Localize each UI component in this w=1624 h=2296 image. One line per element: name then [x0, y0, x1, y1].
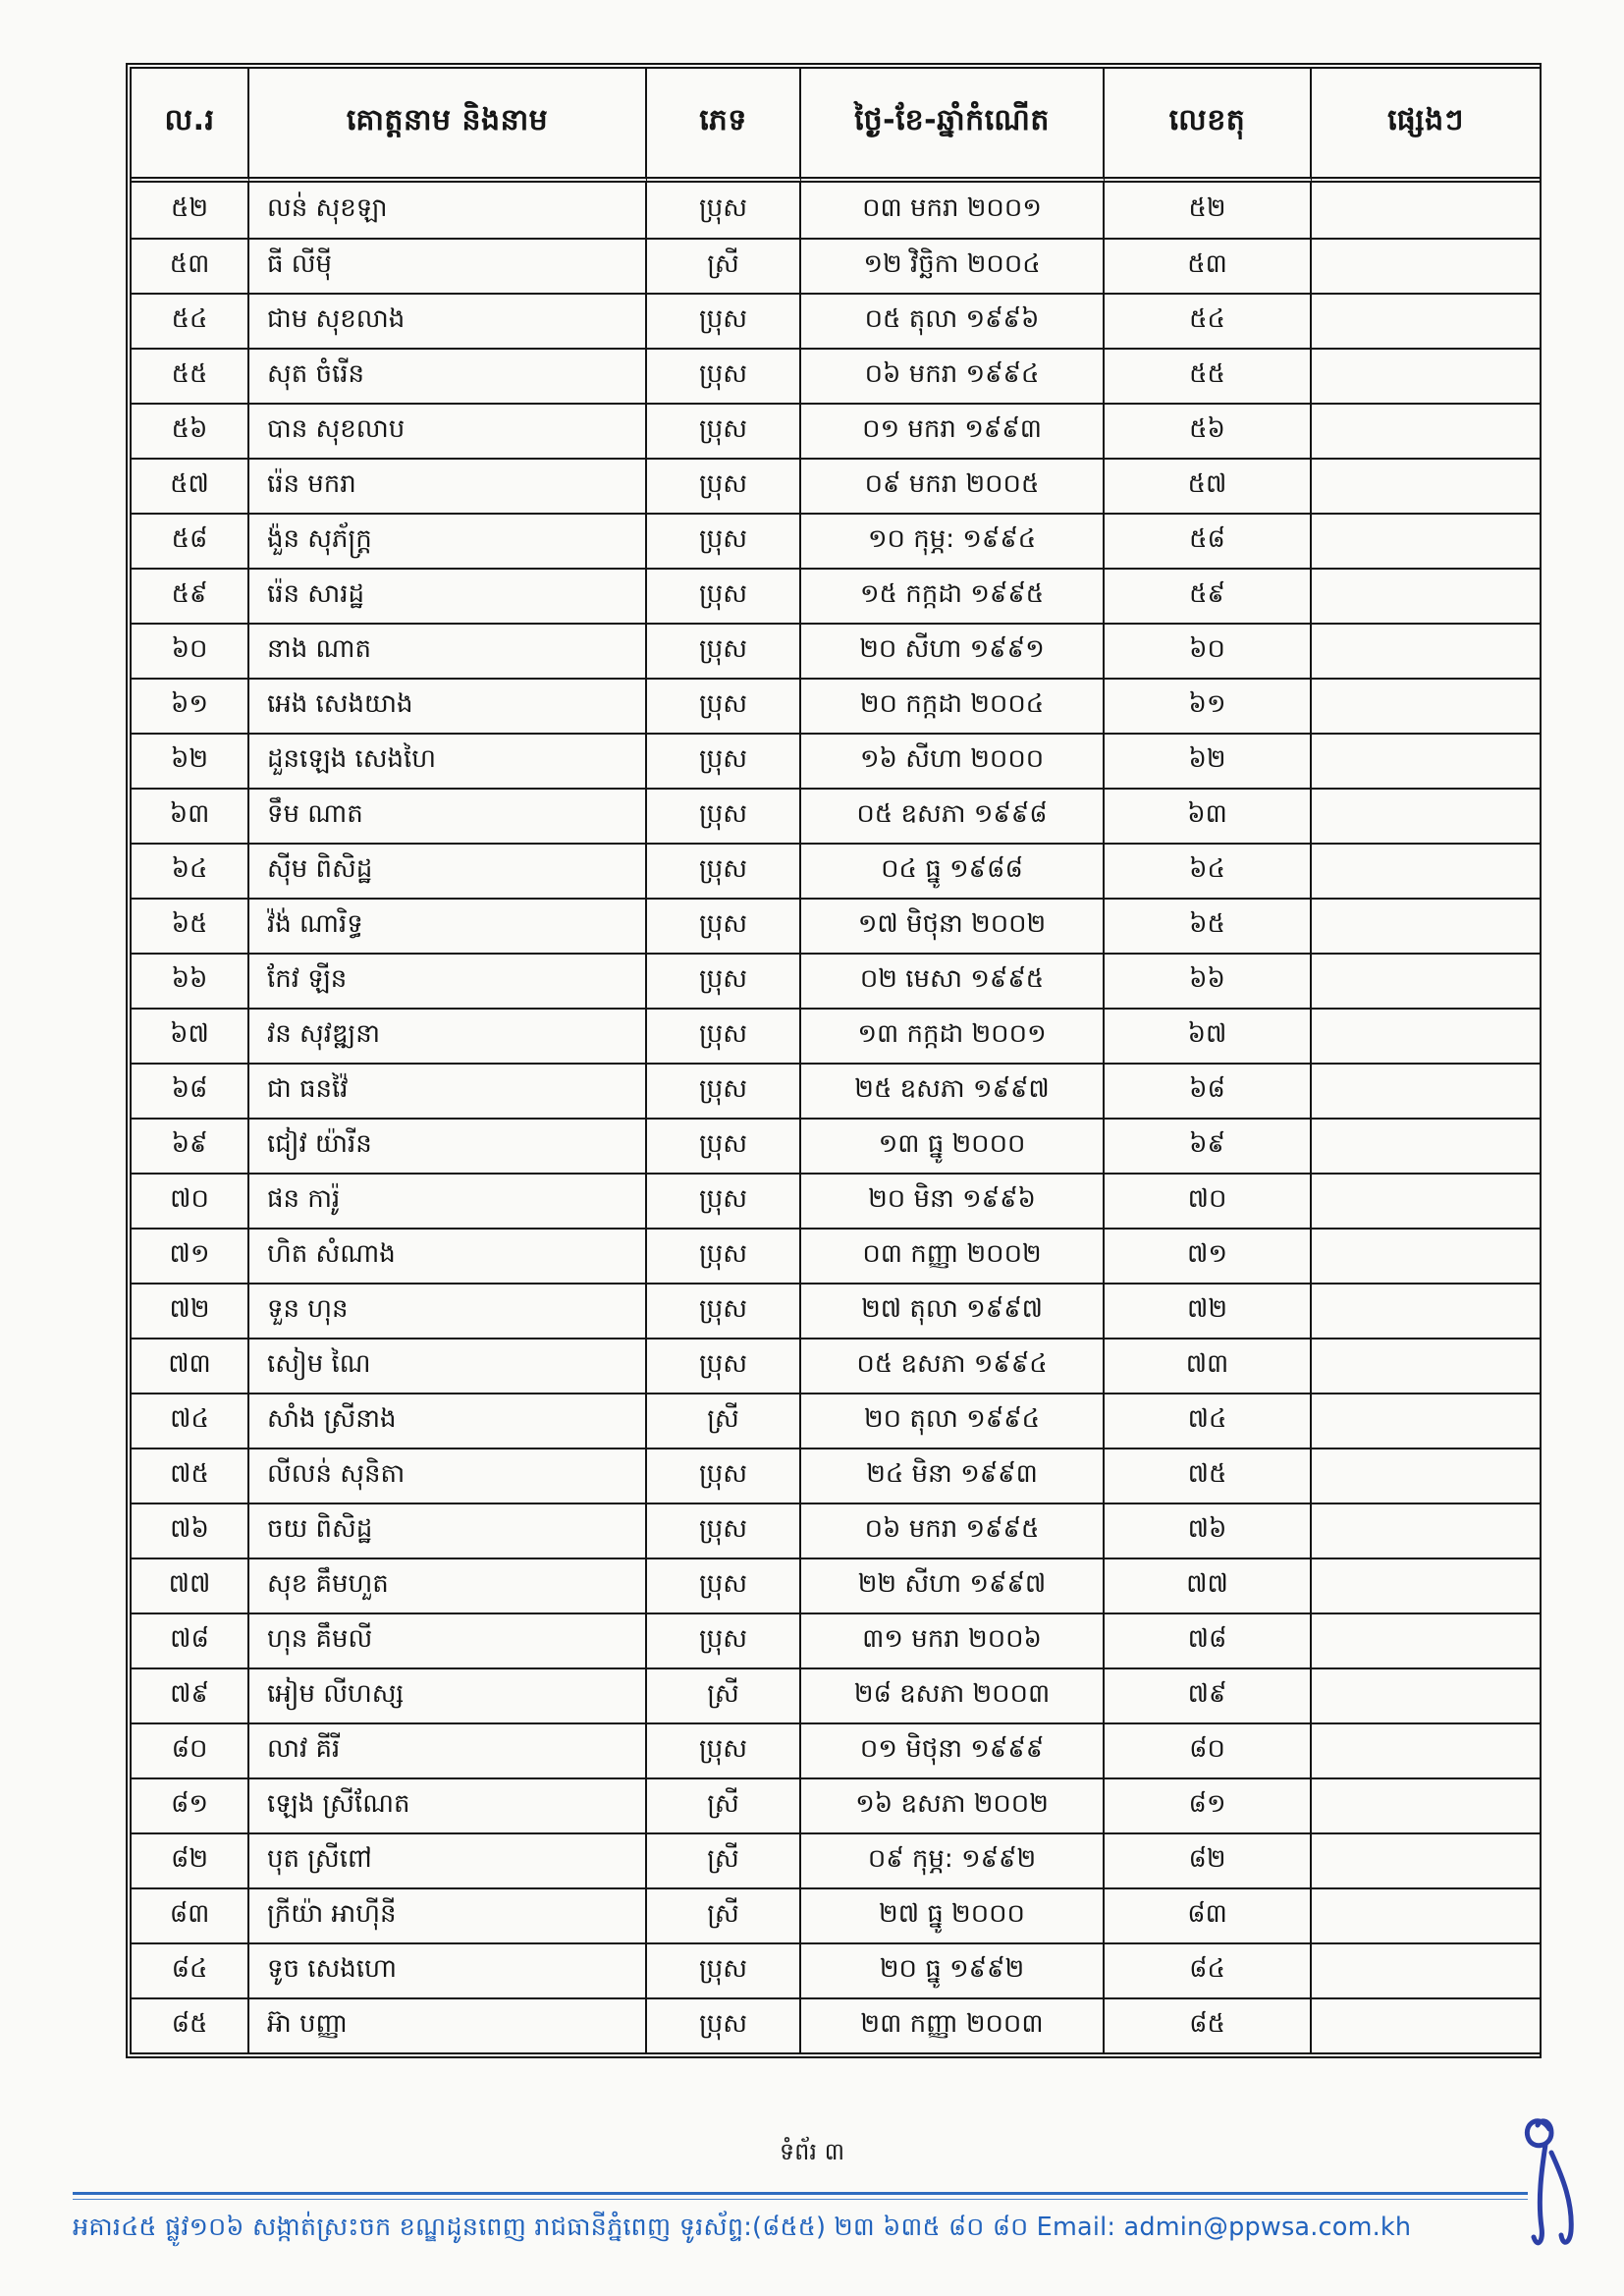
cell-other — [1312, 238, 1540, 293]
cell-desk: ៥៩ — [1105, 568, 1312, 623]
cell-name: ហិត សំណាង — [249, 1228, 647, 1283]
cell-name: ទូច សេងហោ — [249, 1942, 647, 1997]
cell-other — [1312, 1887, 1540, 1942]
table-header — [132, 69, 1540, 183]
attendance-table — [130, 67, 1542, 2054]
cell-no: ៥៥ — [132, 348, 249, 403]
cell-gender: ប្រុស — [647, 1063, 801, 1118]
cell-desk: ៨០ — [1105, 1722, 1312, 1777]
table-row — [132, 513, 1540, 568]
cell-dob: ១៧ មិថុនា ២០០២ — [801, 898, 1105, 953]
footer-address: អគារ៤៥ ផ្លូវ១០៦ សង្កាត់ស្រះចក ខណ្ឌដូនពេញ រាជធានីភ្នំពេញ ទូរស័ព្ទ:(៨៥៥) ២៣ ៦៣៥ ៨០ ៨០ — [73, 2213, 1029, 2242]
cell-desk: ៦០ — [1105, 623, 1312, 678]
table-row — [132, 458, 1540, 513]
cell-no: ៥៦ — [132, 403, 249, 458]
cell-other — [1312, 898, 1540, 953]
cell-gender: ប្រុស — [647, 403, 801, 458]
cell-no: ៦៧ — [132, 1008, 249, 1063]
cell-dob: ៣១ មករា ២០០៦ — [801, 1613, 1105, 1667]
cell-dob: ០២ មេសា ១៩៩៥ — [801, 953, 1105, 1008]
table-row — [132, 1777, 1540, 1832]
pen-scribble-mark — [1512, 2102, 1610, 2269]
cell-name: ង៉ួន សុភ័ក្រ្ត — [249, 513, 647, 568]
cell-other — [1312, 348, 1540, 403]
cell-name: ស៊ីម ពិសិដ្ឋ — [249, 843, 647, 898]
cell-desk: ៦២ — [1105, 733, 1312, 788]
cell-dob: ០៩ មករា ២០០៥ — [801, 458, 1105, 513]
cell-desk: ៧២ — [1105, 1283, 1312, 1338]
cell-no: ៧៥ — [132, 1448, 249, 1503]
cell-gender: ប្រុស — [647, 1283, 801, 1338]
cell-desk: ៨៥ — [1105, 1997, 1312, 2052]
cell-other — [1312, 1118, 1540, 1173]
cell-name: ទួន ហុន — [249, 1283, 647, 1338]
cell-no: ៨១ — [132, 1777, 249, 1832]
cell-desk: ៥៣ — [1105, 238, 1312, 293]
cell-other — [1312, 1393, 1540, 1448]
cell-other — [1312, 1777, 1540, 1832]
cell-dob: ២៧ តុលា ១៩៩៧ — [801, 1283, 1105, 1338]
cell-dob: ២៨ ឧសភា ២០០៣ — [801, 1667, 1105, 1722]
cell-no: ៧៧ — [132, 1558, 249, 1613]
cell-name: កែវ ឡីន — [249, 953, 647, 1008]
table-row — [132, 898, 1540, 953]
cell-dob: ១៣ ធ្នូ ២០០០ — [801, 1118, 1105, 1173]
cell-gender: ប្រុស — [647, 1722, 801, 1777]
cell-no: ៦៦ — [132, 953, 249, 1008]
cell-no: ៨៣ — [132, 1887, 249, 1942]
cell-dob: ២០ តុលា ១៩៩៤ — [801, 1393, 1105, 1448]
table-row — [132, 1393, 1540, 1448]
cell-gender: ស្រី — [647, 1393, 801, 1448]
cell-no: ៥៨ — [132, 513, 249, 568]
cell-dob: ០៥ ឧសភា ១៩៩៨ — [801, 788, 1105, 843]
cell-no: ៦០ — [132, 623, 249, 678]
cell-other — [1312, 678, 1540, 733]
table-row — [132, 1503, 1540, 1558]
cell-name: សុខ គឹមហួត — [249, 1558, 647, 1613]
cell-name: រ៉េន មករា — [249, 458, 647, 513]
cell-dob: ២៧ ធ្នូ ២០០០ — [801, 1887, 1105, 1942]
cell-name: ផន ការ៉ូ — [249, 1173, 647, 1228]
cell-dob: ២០ ធ្នូ ១៩៩២ — [801, 1942, 1105, 1997]
cell-name: ជៀវ យ៉ារីន — [249, 1118, 647, 1173]
cell-name: នាង ណាត — [249, 623, 647, 678]
cell-other — [1312, 1613, 1540, 1667]
cell-desk: ៨១ — [1105, 1777, 1312, 1832]
cell-gender: ប្រុស — [647, 1338, 801, 1393]
cell-no: ៦៥ — [132, 898, 249, 953]
cell-desk: ៨៤ — [1105, 1942, 1312, 1997]
cell-no: ៨៤ — [132, 1942, 249, 1997]
page-number: ទំព័រ ៣ — [779, 2138, 845, 2165]
table-row — [132, 293, 1540, 348]
cell-other — [1312, 1832, 1540, 1887]
cell-dob: ០៤ ធ្នូ ១៩៨៨ — [801, 843, 1105, 898]
cell-dob: ១៦ ឧសភា ២០០២ — [801, 1777, 1105, 1832]
cell-no: ៥២ — [132, 183, 249, 238]
cell-dob: ២០ មិនា ១៩៩៦ — [801, 1173, 1105, 1228]
cell-gender: ស្រី — [647, 1777, 801, 1832]
cell-no: ៧១ — [132, 1228, 249, 1283]
cell-no: ៦៨ — [132, 1063, 249, 1118]
cell-no: ៨២ — [132, 1832, 249, 1887]
cell-other — [1312, 1722, 1540, 1777]
header-dob: ថ្ងៃ-ខែ-ឆ្នាំកំណើត — [801, 69, 1105, 183]
cell-desk: ៦១ — [1105, 678, 1312, 733]
cell-gender: ប្រុស — [647, 458, 801, 513]
header-gender: ភេទ — [647, 69, 801, 183]
cell-desk: ៦៩ — [1105, 1118, 1312, 1173]
cell-no: ៦៤ — [132, 843, 249, 898]
cell-name: ក្រីយ៉ា អាហ៊ីនី — [249, 1887, 647, 1942]
cell-desk: ៦៧ — [1105, 1008, 1312, 1063]
cell-no: ៧៨ — [132, 1613, 249, 1667]
table-row — [132, 183, 1540, 238]
cell-other — [1312, 1063, 1540, 1118]
table-row — [132, 733, 1540, 788]
cell-desk: ៧៥ — [1105, 1448, 1312, 1503]
cell-name: សុត ចំរើន — [249, 348, 647, 403]
cell-name: ជា ធនវ៉ៃ — [249, 1063, 647, 1118]
cell-other — [1312, 513, 1540, 568]
cell-desk: ៨៣ — [1105, 1887, 1312, 1942]
cell-no: ៥៧ — [132, 458, 249, 513]
cell-name: វ៉ង់ ណារិទ្ធ — [249, 898, 647, 953]
cell-name: ហុន គឹមលី — [249, 1613, 647, 1667]
cell-no: ៧២ — [132, 1283, 249, 1338]
table-row — [132, 1008, 1540, 1063]
cell-no: ៥៩ — [132, 568, 249, 623]
cell-name: ជាម សុខលាង — [249, 293, 647, 348]
cell-other — [1312, 1503, 1540, 1558]
table-row — [132, 238, 1540, 293]
cell-desk: ៧៩ — [1105, 1667, 1312, 1722]
cell-name: ទឹម ណាត — [249, 788, 647, 843]
cell-gender: ប្រុស — [647, 293, 801, 348]
cell-desk: ៦៥ — [1105, 898, 1312, 953]
cell-name: លីលន់ សុនិតា — [249, 1448, 647, 1503]
table-row — [132, 1228, 1540, 1283]
cell-gender: ប្រុស — [647, 843, 801, 898]
cell-other — [1312, 568, 1540, 623]
table-row — [132, 1832, 1540, 1887]
cell-dob: ១២ វិច្ឆិកា ២០០៤ — [801, 238, 1105, 293]
cell-other — [1312, 733, 1540, 788]
cell-name: លន់ សុខឡា — [249, 183, 647, 238]
cell-desk: ៧៦ — [1105, 1503, 1312, 1558]
cell-other — [1312, 1448, 1540, 1503]
table-row — [132, 953, 1540, 1008]
table-row — [132, 1942, 1540, 1997]
cell-desk: ៧០ — [1105, 1173, 1312, 1228]
cell-name: អៀម លីហស្ស — [249, 1667, 647, 1722]
cell-desk: ៦៨ — [1105, 1063, 1312, 1118]
cell-other — [1312, 1283, 1540, 1338]
cell-dob: ០៩ កុម្ភ: ១៩៩២ — [801, 1832, 1105, 1887]
table-row — [132, 1667, 1540, 1722]
table-row — [132, 788, 1540, 843]
cell-name: ធី លីម៉ី — [249, 238, 647, 293]
cell-dob: ០៦ មករា ១៩៩៥ — [801, 1503, 1105, 1558]
cell-other — [1312, 1997, 1540, 2052]
cell-dob: ២០ កក្កដា ២០០៤ — [801, 678, 1105, 733]
header-desk: លេខតុ — [1105, 69, 1312, 183]
table-row — [132, 1063, 1540, 1118]
cell-gender: ប្រុស — [647, 1118, 801, 1173]
cell-name: រ៉េន សារដ្ឋ — [249, 568, 647, 623]
cell-other — [1312, 183, 1540, 238]
cell-dob: ១៦ សីហា ២០០០ — [801, 733, 1105, 788]
table-row — [132, 623, 1540, 678]
table-row — [132, 843, 1540, 898]
cell-other — [1312, 293, 1540, 348]
cell-dob: ១០ កុម្ភ: ១៩៩៤ — [801, 513, 1105, 568]
cell-gender: ស្រី — [647, 1832, 801, 1887]
cell-name: វន សុវឌ្ឍនា — [249, 1008, 647, 1063]
cell-no: ៥៤ — [132, 293, 249, 348]
cell-dob: ០៥ ឧសភា ១៩៩៤ — [801, 1338, 1105, 1393]
cell-gender: ប្រុស — [647, 1448, 801, 1503]
cell-no: ៨៥ — [132, 1997, 249, 2052]
cell-desk: ៧៤ — [1105, 1393, 1312, 1448]
cell-other — [1312, 403, 1540, 458]
cell-no: ៦៣ — [132, 788, 249, 843]
cell-no: ៧៩ — [132, 1667, 249, 1722]
cell-other — [1312, 1667, 1540, 1722]
footer-email: admin@ppwsa.com.kh — [1123, 2213, 1412, 2242]
cell-dob: ២២ សីហា ១៩៩៧ — [801, 1558, 1105, 1613]
cell-gender: ប្រុស — [647, 623, 801, 678]
table-row — [132, 1118, 1540, 1173]
cell-dob: ២៣ កញ្ញា ២០០៣ — [801, 1997, 1105, 2052]
cell-gender: ប្រុស — [647, 1503, 801, 1558]
cell-other — [1312, 953, 1540, 1008]
cell-dob: ០៣ កញ្ញា ២០០២ — [801, 1228, 1105, 1283]
table-row — [132, 1613, 1540, 1667]
table-row — [132, 1887, 1540, 1942]
cell-dob: ០៣ មករា ២០០១ — [801, 183, 1105, 238]
table-row — [132, 1448, 1540, 1503]
table-row — [132, 1338, 1540, 1393]
cell-desk: ៧៧ — [1105, 1558, 1312, 1613]
cell-other — [1312, 788, 1540, 843]
cell-gender: ប្រុស — [647, 1613, 801, 1667]
cell-dob: ១៥ កក្កដា ១៩៩៥ — [801, 568, 1105, 623]
cell-no: ៧៤ — [132, 1393, 249, 1448]
cell-no: ៧៣ — [132, 1338, 249, 1393]
cell-name: អេង សេងយាង — [249, 678, 647, 733]
cell-name: ចយ ពិសិដ្ឋ — [249, 1503, 647, 1558]
table-row — [132, 1283, 1540, 1338]
cell-gender: ស្រី — [647, 1667, 801, 1722]
cell-dob: ១៣ កក្កដា ២០០១ — [801, 1008, 1105, 1063]
cell-desk: ៥៨ — [1105, 513, 1312, 568]
cell-desk: ៧៣ — [1105, 1338, 1312, 1393]
cell-other — [1312, 458, 1540, 513]
cell-gender: ប្រុស — [647, 1997, 801, 2052]
cell-gender: ស្រី — [647, 238, 801, 293]
cell-desk: ៥៧ — [1105, 458, 1312, 513]
cell-gender: ប្រុស — [647, 1558, 801, 1613]
table-header-row — [132, 69, 1540, 183]
cell-no: ៦១ — [132, 678, 249, 733]
table-body — [132, 183, 1540, 2052]
table-row — [132, 1173, 1540, 1228]
cell-name: សៀម ណៃ — [249, 1338, 647, 1393]
attendance-table-container — [126, 63, 1542, 2058]
cell-desk: ៦៣ — [1105, 788, 1312, 843]
cell-gender: ស្រី — [647, 1887, 801, 1942]
cell-desk: ៥៥ — [1105, 348, 1312, 403]
table-row — [132, 403, 1540, 458]
footer-divider — [73, 2192, 1528, 2200]
cell-no: ៦៩ — [132, 1118, 249, 1173]
table-row — [132, 1558, 1540, 1613]
table-row — [132, 568, 1540, 623]
cell-gender: ប្រុស — [647, 788, 801, 843]
cell-gender: ប្រុស — [647, 568, 801, 623]
cell-desk: ៦៤ — [1105, 843, 1312, 898]
cell-dob: ០៥ តុលា ១៩៩៦ — [801, 293, 1105, 348]
cell-no: ៦២ — [132, 733, 249, 788]
cell-desk: ៧៨ — [1105, 1613, 1312, 1667]
cell-name: លាវ គីរី — [249, 1722, 647, 1777]
cell-name: ដួនឡេង សេងហៃ — [249, 733, 647, 788]
cell-desk: ៨២ — [1105, 1832, 1312, 1887]
cell-gender: ប្រុស — [647, 348, 801, 403]
cell-other — [1312, 1942, 1540, 1997]
cell-no: ៧៦ — [132, 1503, 249, 1558]
cell-other — [1312, 1008, 1540, 1063]
cell-other — [1312, 843, 1540, 898]
cell-desk: ៧១ — [1105, 1228, 1312, 1283]
cell-gender: ប្រុស — [647, 678, 801, 733]
cell-other — [1312, 1558, 1540, 1613]
cell-no: ៥៣ — [132, 238, 249, 293]
cell-other — [1312, 1338, 1540, 1393]
cell-no: ៧០ — [132, 1173, 249, 1228]
cell-gender: ប្រុស — [647, 953, 801, 1008]
cell-dob: ០១ មករា ១៩៩៣ — [801, 403, 1105, 458]
cell-desk: ៥៤ — [1105, 293, 1312, 348]
cell-gender: ប្រុស — [647, 1228, 801, 1283]
cell-name: បាន សុខលាប — [249, 403, 647, 458]
cell-gender: ប្រុស — [647, 183, 801, 238]
table-row — [132, 1997, 1540, 2052]
footer-contact-line — [73, 2212, 1565, 2248]
cell-name: ឡេង ស្រីណែត — [249, 1777, 647, 1832]
cell-dob: ២០ សីហា ១៩៩១ — [801, 623, 1105, 678]
cell-other — [1312, 623, 1540, 678]
cell-dob: ០១ មិថុនា ១៩៩៩ — [801, 1722, 1105, 1777]
cell-name: បុត ស្រីពៅ — [249, 1832, 647, 1887]
table-row — [132, 1722, 1540, 1777]
header-name: គោត្តនាម និងនាម — [249, 69, 647, 183]
cell-dob: ០៦ មករា ១៩៩៤ — [801, 348, 1105, 403]
cell-gender: ប្រុស — [647, 513, 801, 568]
table-row — [132, 348, 1540, 403]
cell-name: សាំង ស្រីនាង — [249, 1393, 647, 1448]
cell-other — [1312, 1173, 1540, 1228]
table-row — [132, 678, 1540, 733]
header-no: ល.រ — [132, 69, 249, 183]
cell-gender: ប្រុស — [647, 898, 801, 953]
header-other: ផ្សេងៗ — [1312, 69, 1540, 183]
footer-email-label: Email: — [1036, 2213, 1116, 2242]
cell-dob: ២៤ មិនា ១៩៩៣ — [801, 1448, 1105, 1503]
cell-no: ៨០ — [132, 1722, 249, 1777]
cell-dob: ២៥ ឧសភា ១៩៩៧ — [801, 1063, 1105, 1118]
cell-name: អ៊ា បញ្ញា — [249, 1997, 647, 2052]
cell-gender: ប្រុស — [647, 1008, 801, 1063]
cell-other — [1312, 1228, 1540, 1283]
cell-gender: ប្រុស — [647, 1173, 801, 1228]
cell-desk: ៥២ — [1105, 183, 1312, 238]
cell-gender: ប្រុស — [647, 1942, 801, 1997]
cell-desk: ៦៦ — [1105, 953, 1312, 1008]
cell-desk: ៥៦ — [1105, 403, 1312, 458]
cell-gender: ប្រុស — [647, 733, 801, 788]
